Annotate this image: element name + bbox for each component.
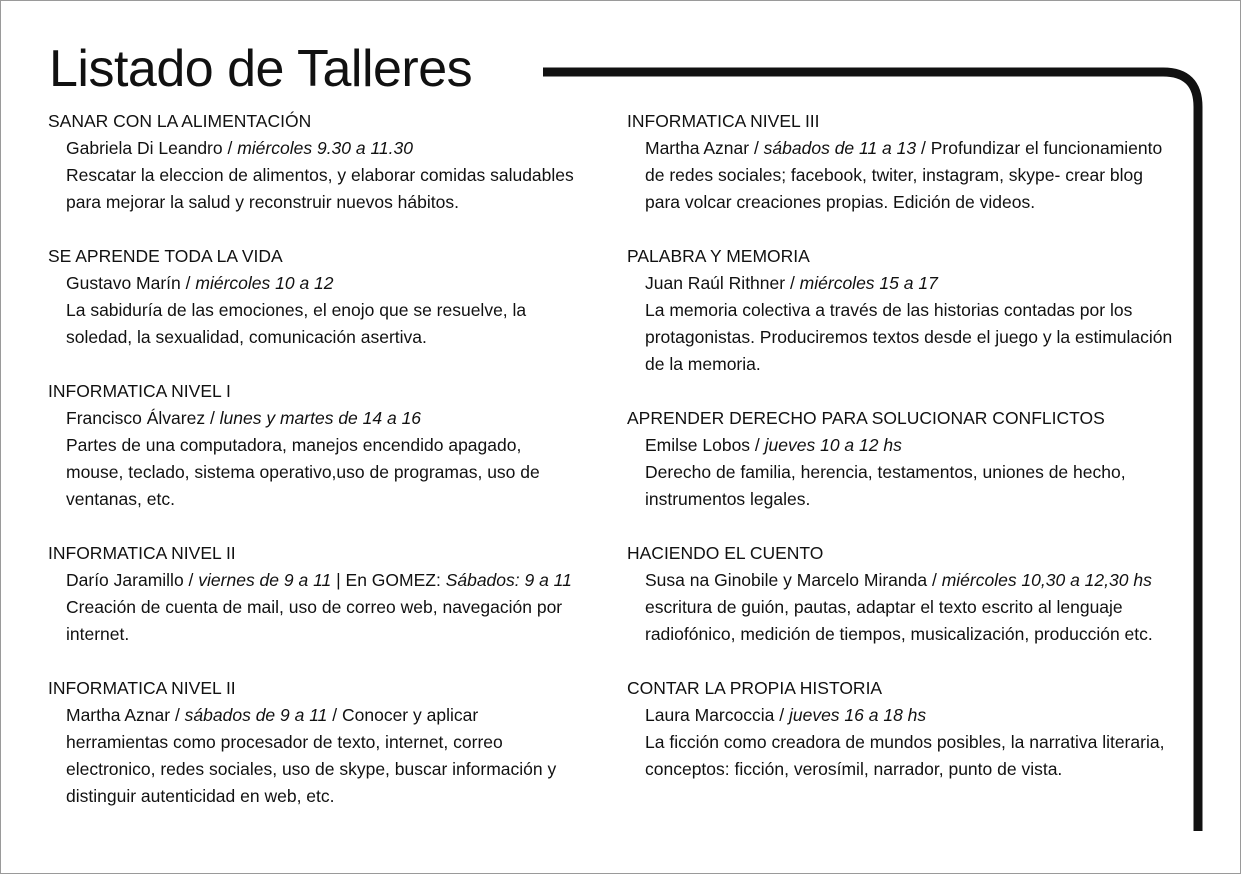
separator: / [180,273,196,293]
separator: / [749,138,764,158]
page-title: Listado de Talleres [49,40,473,98]
description-line: Rescatar la eleccion de alimentos, y elaborar comidas saludables [66,165,574,185]
workshop-description [627,594,1197,648]
description-line: Derecho de familia, herencia, testamentos, uniones de hecho, [645,462,1126,482]
separator: / [774,705,789,725]
separator: | [331,570,346,590]
workshop-item [627,243,1197,378]
description-line: de la memoria. [645,354,761,374]
workshop-meta [48,702,608,729]
description-line: protagonistas. Produciremos textos desde el juego y la estimulación [645,327,1173,347]
description-line: La memoria colectiva a través de las historias contadas por los [645,300,1133,320]
right-column [627,108,1197,810]
description-intro: / Profundizar el funcionamiento [916,138,1163,158]
workshop-description [48,729,608,810]
workshop-item [48,108,608,216]
workshop-schedule: miércoles 10 a 12 [195,273,334,293]
alt-location-schedule: Sábados: 9 a 11 [445,570,572,590]
description-line: distinguir autenticidad en web, etc. [66,786,335,806]
workshop-teacher: Gustavo Marín [66,273,181,293]
workshop-title: INFORMATICA NIVEL II [48,678,236,698]
separator: / [750,435,765,455]
workshop-title: APRENDER DERECHO PARA SOLUCIONAR CONFLICTOS [627,408,1105,428]
description-line: internet. [66,624,130,644]
workshop-teacher: Martha Aznar [66,705,171,725]
description-line: para mejorar la salud y reconstruir nuevos hábitos. [66,192,459,212]
description-line: La sabiduría de las emociones, el enojo que se resuelve, la [66,300,527,320]
workshop-title: INFORMATICA NIVEL III [627,111,820,131]
workshop-title: HACIENDO EL CUENTO [627,543,824,563]
description-line: instrumentos legales. [645,489,811,509]
workshop-meta [48,270,608,297]
workshop-teacher: Darío Jaramillo [66,570,184,590]
workshop-item [48,378,608,513]
workshop-schedule: sábados de 9 a 11 [184,705,328,725]
description-intro: / Conocer y aplicar [327,705,479,725]
description-line: ventanas, etc. [66,489,175,509]
workshop-teacher: Juan Raúl Rithner [645,273,786,293]
workshop-teacher: Francisco Álvarez [66,408,206,428]
description-line: La ficción como creadora de mundos posibles, la narrativa literaria, [645,732,1165,752]
description-line: mouse, teclado, sistema operativo,uso de programas, uso de [66,462,540,482]
workshop-title: INFORMATICA NIVEL I [48,381,231,401]
separator: / [785,273,800,293]
workshop-schedule: miércoles 9.30 a 11.30 [237,138,413,158]
description-line: soledad, la sexualidad, comunicación asertiva. [66,327,427,347]
workshop-meta [48,405,608,432]
separator: / [927,570,942,590]
description-line: Creación de cuenta de mail, uso de correo web, navegación por [66,597,563,617]
workshop-description [627,729,1197,783]
description-line: conceptos: ficción, verosímil, narrador, punto de vista. [645,759,1063,779]
workshop-item [627,675,1197,783]
workshop-meta [627,432,1197,459]
workshop-description [627,297,1197,378]
workshop-description [48,297,608,351]
workshop-schedule: viernes de 9 a 11 [198,570,332,590]
left-column [48,108,608,837]
workshop-schedule: jueves 16 a 18 hs [788,705,927,725]
workshop-meta [627,702,1197,729]
workshop-item [627,108,1197,216]
workshop-teacher: Laura Marcoccia [645,705,775,725]
workshop-title: PALABRA Y MEMORIA [627,246,810,266]
workshop-title: SE APRENDE TODA LA VIDA [48,246,283,266]
separator: / [205,408,220,428]
workshop-item [627,405,1197,513]
alt-location-label: En GOMEZ: [345,570,446,590]
workshop-schedule: lunes y martes de 14 a 16 [219,408,422,428]
workshop-item [48,540,608,648]
workshop-description [48,432,608,513]
description-line: escritura de guión, pautas, adaptar el texto escrito al lenguaje [645,597,1123,617]
workshop-description [627,459,1197,513]
workshop-teacher: Gabriela Di Leandro [66,138,223,158]
workshop-description [48,162,608,216]
description-line: Partes de una computadora, manejos encendido apagado, [66,435,522,455]
workshop-schedule: sábados de 11 a 13 [763,138,917,158]
workshop-teacher: Emilse Lobos [645,435,751,455]
description-line: herramientas como procesador de texto, internet, correo [66,732,503,752]
separator: / [170,705,185,725]
description-line: de redes sociales; facebook, twiter, instagram, skype- crear blog [645,165,1144,185]
workshop-item [48,675,608,810]
workshop-item [627,540,1197,648]
workshop-teacher: Martha Aznar [645,138,750,158]
workshop-meta [627,567,1197,594]
workshop-schedule: jueves 10 a 12 hs [764,435,902,455]
workshop-title: SANAR CON LA ALIMENTACIÓN [48,111,312,131]
workshop-schedule: miércoles 10,30 a 12,30 hs [941,570,1152,590]
workshop-title: CONTAR LA PROPIA HISTORIA [627,678,883,698]
workshop-meta [627,135,1197,162]
description-line: para volcar creaciones propias. Edición de videos. [645,192,1036,212]
workshop-description [48,594,608,648]
workshop-title: INFORMATICA NIVEL II [48,543,236,563]
separator: / [183,570,199,590]
workshop-meta [627,270,1197,297]
workshop-meta [48,135,608,162]
workshop-item [48,243,608,351]
description-line: radiofónico, medición de tiempos, musicalización, producción etc. [645,624,1153,644]
workshop-teacher: Susa na Ginobile y Marcelo Miranda [645,570,928,590]
description-line: electronico, redes sociales, uso de skype, buscar información y [66,759,557,779]
workshop-schedule: miércoles 15 a 17 [799,273,938,293]
separator: / [222,138,238,158]
workshop-description [627,162,1197,216]
workshop-meta [48,567,608,594]
